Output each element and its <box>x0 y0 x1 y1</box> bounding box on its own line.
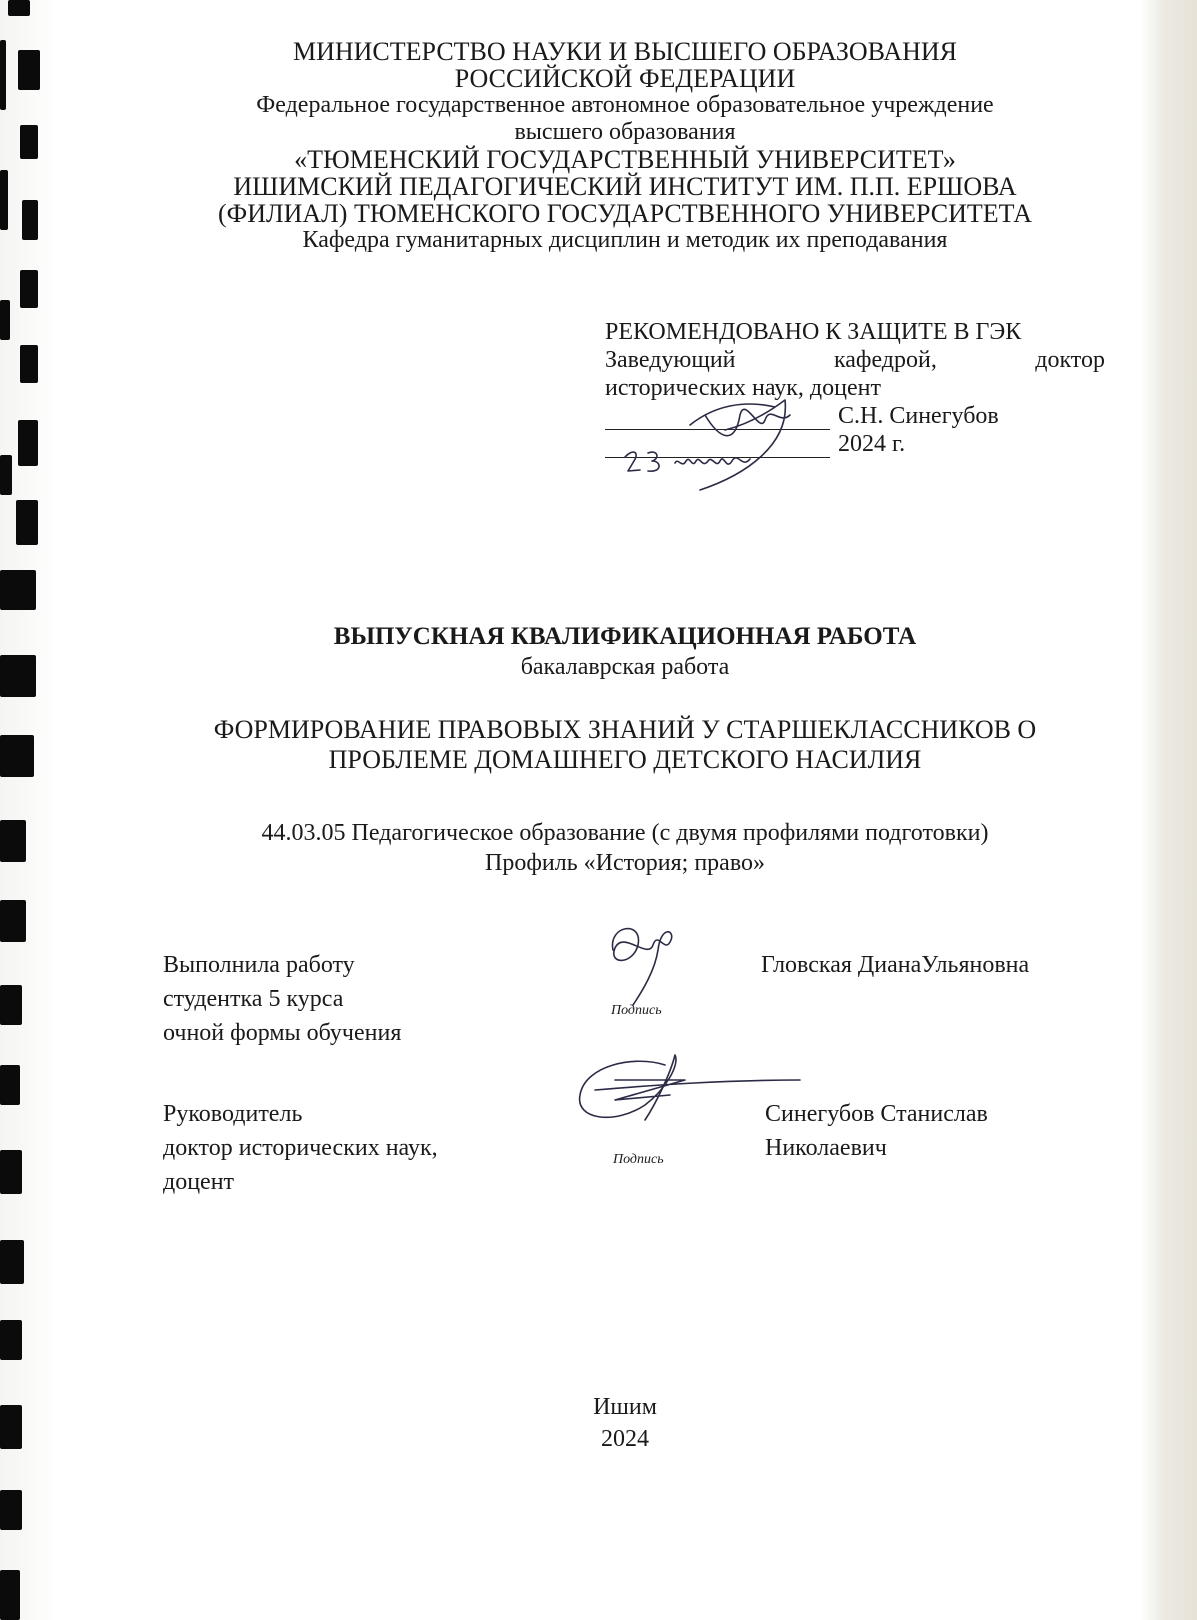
supervisor-role-line-2: доктор исторических наук, <box>163 1135 438 1161</box>
author-role-line-3: очной формы обучения <box>163 1020 402 1046</box>
author-role <box>163 948 583 1050</box>
supervisor-name <box>765 1097 1135 1165</box>
approval-position-word-2: кафедрой, <box>833 347 937 373</box>
approval-position-line-1 <box>605 346 1105 374</box>
institute-line-1: ИШИМСКИЙ ПЕДАГОГИЧЕСКИЙ ИНСТИТУТ ИМ. П.П. ЕРШОВА <box>233 172 1017 201</box>
university-name: «ТЮМЕНСКИЙ ГОСУДАРСТВЕННЫЙ УНИВЕРСИТЕТ» <box>294 145 956 174</box>
supervisor-role-line-1: Руководитель <box>163 1101 303 1127</box>
supervisor-role <box>163 1097 583 1199</box>
supervisor-name-line-2: Николаевич <box>765 1135 887 1161</box>
ministry-line-1: МИНИСТЕРСТВО НАУКИ И ВЫСШЕГО ОБРАЗОВАНИЯ <box>292 37 957 66</box>
thesis-topic <box>160 715 1090 775</box>
institution-header <box>180 38 1070 254</box>
approval-position-word-1: Заведующий <box>605 347 736 373</box>
footer-year: 2024 <box>601 1426 649 1452</box>
author-role-line-2: студентка 5 курса <box>163 986 344 1012</box>
thesis-topic-line-2: ПРОБЛЕМЕ ДОМАШНЕГО ДЕТСКОГО НАСИЛИЯ <box>328 745 922 774</box>
supervisor-role-line-3: доцент <box>163 1169 235 1195</box>
department-name: Кафедра гуманитарных дисциплин и методик их преподавания <box>302 227 948 253</box>
thesis-type: ВЫПУСКНАЯ КВАЛИФИКАЦИОННАЯ РАБОТА <box>333 623 917 650</box>
handwritten-date <box>620 443 780 483</box>
specialty-block <box>160 818 1090 878</box>
supervisor-signature <box>575 1045 805 1145</box>
institution-type-line-1: Федеральное государственное автономное образовательное учреждение <box>256 92 994 118</box>
thesis-topic-line-1: ФОРМИРОВАНИЕ ПРАВОВЫХ ЗНАНИЙ У СТАРШЕКЛАССНИКОВ О <box>213 715 1037 744</box>
footer <box>180 1391 1070 1455</box>
ministry-line-2: РОССИЙСКОЙ ФЕДЕРАЦИИ <box>454 64 796 93</box>
approval-name: С.Н. Синегубов <box>838 403 999 429</box>
thesis-type-block <box>180 622 1070 682</box>
approval-position-line-2: исторических наук, доцент <box>605 375 881 401</box>
approval-position-word-3: доктор <box>1035 347 1105 373</box>
supervisor-name-line-1: Синегубов Станислав <box>765 1101 988 1127</box>
institute-line-2: (ФИЛИАЛ) ТЮМЕНСКОГО ГОСУДАРСТВЕННОГО УНИВЕРСИТЕТА <box>218 199 1032 228</box>
thesis-subtype: бакалаврская работа <box>520 654 730 680</box>
specialty: 44.03.05 Педагогическое образование (с двумя профилями подготовки) <box>261 820 989 846</box>
supervisor-signature-caption: Подпись <box>613 1152 664 1167</box>
institution-type-line-2: высшего образования <box>514 119 736 145</box>
approval-year: 2024 г. <box>838 431 906 457</box>
approval-block <box>605 318 1105 458</box>
approval-name-line <box>605 402 1105 430</box>
approval-heading: РЕКОМЕНДОВАНО К ЗАЩИТЕ В ГЭК <box>605 319 1022 345</box>
author-signature <box>603 920 693 1010</box>
author-signature-caption: Подпись <box>611 1003 662 1018</box>
author-name: Гловская ДианаУльяновна <box>761 952 1030 978</box>
binding-holes <box>0 0 60 1620</box>
profile: Профиль «История; право» <box>484 850 766 876</box>
city: Ишим <box>593 1394 657 1420</box>
author-role-line-1: Выполнила работу <box>163 952 355 978</box>
